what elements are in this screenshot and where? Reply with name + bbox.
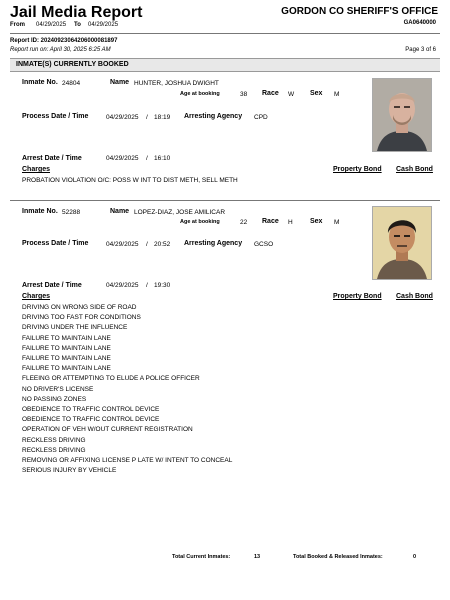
from-date: 04/29/2025 <box>36 22 67 28</box>
arrest-time: 16:10 <box>154 155 171 162</box>
process-time: 18:19 <box>154 114 171 121</box>
charge-item: DRIVING TOO FAST FOR CONDITIONS <box>22 314 141 322</box>
charge-item: DRIVING ON WRONG SIDE OF ROAD <box>22 304 137 311</box>
section-title: INMATE(S) CURRENTLY BOOKED <box>16 61 129 68</box>
name-label: Name <box>110 208 130 215</box>
section-header <box>10 58 440 72</box>
sex-value: M <box>334 91 340 98</box>
to-label: To <box>74 22 81 28</box>
inmate-no-label: Inmate No. <box>22 79 58 86</box>
report-run-on: Report run on: April 30, 2025 6:25 AM <box>10 47 111 53</box>
charge-item: PROBATION VIOLATION O/C: POSS W INT TO DIST METH, SELL METH <box>22 177 238 184</box>
mugshot-photo <box>372 206 432 280</box>
inmate-name: LOPEZ-DIAZ, JOSE AMILICAR <box>134 209 226 216</box>
mugshot-photo <box>372 78 432 152</box>
charges-label: Charges <box>22 166 51 173</box>
total-released-value: 0 <box>413 554 417 560</box>
charge-item: RECKLESS DRIVING <box>22 436 86 444</box>
cash-bond-label: Cash Bond <box>396 166 433 173</box>
charge-item: NO DRIVER'S LICENSE <box>22 385 94 393</box>
race-label: Race <box>262 90 279 97</box>
arresting-agency-label: Arresting Agency <box>184 113 243 120</box>
charge-item: FAILURE TO MAINTAIN LANE <box>22 365 111 373</box>
charge-item: DRIVING UNDER THE INFLUENCE <box>22 324 128 332</box>
arrest-label: Arrest Date / Time <box>22 155 82 162</box>
from-label: From <box>10 22 25 28</box>
charge-item: REMOVING OR AFFIXING LICENSE P LATE W/ INTENT TO CONCEAL <box>22 457 233 464</box>
charge-item: FAILURE TO MAINTAIN LANE <box>22 344 111 352</box>
age-value: 22 <box>240 219 248 226</box>
age-label: Age at booking <box>180 91 220 97</box>
age-value: 38 <box>240 91 248 98</box>
process-label: Process Date / Time <box>22 240 89 247</box>
charge-item: FAILURE TO MAINTAIN LANE <box>22 334 111 342</box>
charge-item: NO PASSING ZONES <box>22 395 87 403</box>
process-slash: / <box>146 114 148 121</box>
process-date: 04/29/2025 <box>106 241 139 248</box>
property-bond-label: Property Bond <box>333 166 382 173</box>
report-id: Report ID: 20240923064206000081897 <box>10 38 118 44</box>
process-slash: / <box>146 241 148 248</box>
inmate-name: HUNTER, JOSHUA DWIGHT <box>134 80 219 87</box>
to-date: 04/29/2025 <box>88 22 119 28</box>
arrest-slash: / <box>146 155 148 162</box>
agency-name: GORDON CO SHERIFF'S OFFICE <box>281 6 438 17</box>
charge-item: FAILURE TO MAINTAIN LANE <box>22 355 111 362</box>
record-divider <box>10 200 440 201</box>
inmate-no: 24804 <box>62 80 81 87</box>
race-value: H <box>288 219 293 226</box>
page-number: Page 3 of 6 <box>405 47 436 53</box>
arrest-date: 04/29/2025 <box>106 155 139 162</box>
sex-label: Sex <box>310 90 323 97</box>
process-date: 04/29/2025 <box>106 114 139 121</box>
header-divider <box>10 33 440 34</box>
charge-item: RECKLESS DRIVING <box>22 446 86 454</box>
charge-item: FLEEING OR ATTEMPTING TO ELUDE A POLICE OFFICER <box>22 375 200 383</box>
race-label: Race <box>262 218 279 225</box>
arrest-slash: / <box>146 282 148 289</box>
arresting-agency-label: Arresting Agency <box>184 240 243 247</box>
property-bond-label: Property Bond <box>333 293 382 300</box>
process-time: 20:52 <box>154 241 171 248</box>
charge-item: SERIOUS INJURY BY VEHICLE <box>22 467 117 475</box>
charge-item: OBEDIENCE TO TRAFFIC CONTROL DEVICE <box>22 406 160 413</box>
race-value: W <box>288 91 295 98</box>
arresting-agency: CPD <box>254 114 268 121</box>
agency-ori: GA0640000 <box>403 20 436 26</box>
arresting-agency: GCSO <box>254 241 274 248</box>
name-label: Name <box>110 79 130 86</box>
inmate-no-label: Inmate No. <box>22 208 58 215</box>
total-current-value: 13 <box>254 554 261 560</box>
arrest-date: 04/29/2025 <box>106 282 139 289</box>
process-label: Process Date / Time <box>22 113 89 120</box>
arrest-label: Arrest Date / Time <box>22 282 82 289</box>
report-title: Jail Media Report <box>10 4 143 21</box>
cash-bond-label: Cash Bond <box>396 293 433 300</box>
total-released-label: Total Booked & Released Inmates: <box>293 554 383 560</box>
sex-label: Sex <box>310 218 323 225</box>
arrest-time: 19:30 <box>154 282 171 289</box>
total-current-label: Total Current Inmates: <box>172 554 231 560</box>
charge-item: OBEDIENCE TO TRAFFIC CONTROL DEVICE <box>22 416 160 424</box>
charge-item: OPERATION OF VEH W/OUT CURRENT REGISTRATION <box>22 426 193 434</box>
inmate-no: 52288 <box>62 209 81 216</box>
age-label: Age at booking <box>180 219 220 225</box>
sex-value: M <box>334 219 340 226</box>
charges-label: Charges <box>22 293 51 300</box>
